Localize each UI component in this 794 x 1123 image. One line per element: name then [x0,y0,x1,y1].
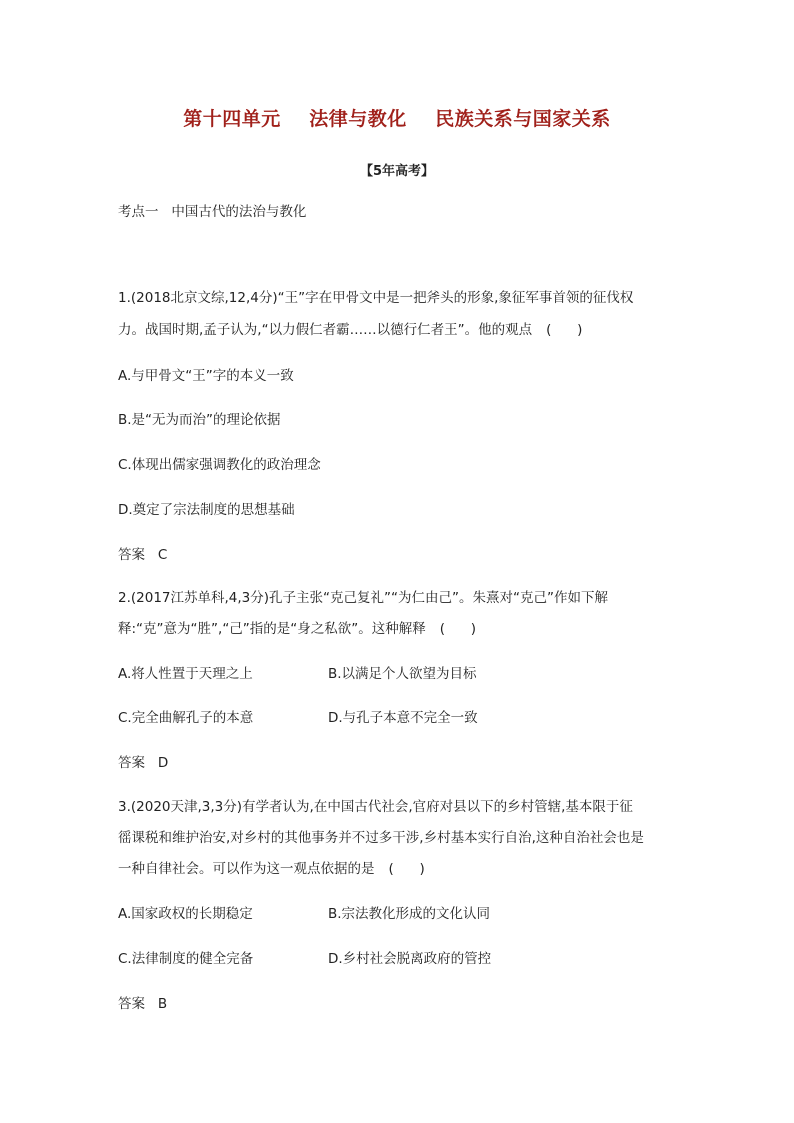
question-1-option-b: B.是“无为而治”的理论依据 [118,412,281,428]
question-3-line-3-text: 一种自律社会。可以作为这一观点依据的是 [118,861,375,877]
question-2-option-b: B.以满足个人欲望为目标 [328,666,477,682]
question-1-line-2 [118,320,582,340]
question-1-option-d: D.奠定了宗法制度的思想基础 [118,502,295,518]
question-3-option-d: D.乡村社会脱离政府的管控 [328,951,492,967]
question-2-line-2 [118,619,476,639]
question-1-line-2-text: 力。战国时期,孟子认为,“以力假仁者霸……以德行仁者王”。他的观点 [118,322,533,338]
answer-paren: ( ) [439,621,477,637]
question-2-option-a: A.将人性置于天理之上 [118,666,253,682]
section-subtitle: 【5年高考】 [359,164,435,179]
question-3-line-2: 徭课税和维护治安,对乡村的其他事务并不过多干涉,乡村基本实行自治,这种自治社会也是 [118,830,644,846]
question-2-line-2-text: 释:“克”意为“胜”,“己”指的是“身之私欲”。这种解释 [118,621,426,637]
question-1-option-c: C.体现出儒家强调教化的政治理念 [118,457,321,473]
answer-paren: ( ) [388,861,425,877]
question-2-option-c: C.完全曲解孔子的本意 [118,710,254,726]
answer-paren: ( ) [546,322,583,338]
question-3-option-c: C.法律制度的健全完备 [118,951,254,967]
topic-heading: 考点一 中国古代的法治与教化 [118,204,307,220]
question-2-option-d: D.与孔子本意不完全一致 [328,710,478,726]
question-1-line-1: 1.(2018北京文综,12,4分)“王”字在甲骨文中是一把斧头的形象,象征军事首领的征伐权 [118,290,634,306]
question-3-option-a: A.国家政权的长期稳定 [118,906,253,922]
question-1-answer: 答案 C [118,547,168,563]
question-2-answer: 答案 D [118,755,169,771]
question-3-option-b: B.宗法教化形成的文化认同 [328,906,491,922]
question-3-line-1: 3.(2020天津,3,3分)有学者认为,在中国古代社会,官府对县以下的乡村管辖,基本限于征 [118,799,633,815]
question-3-answer: 答案 B [118,996,168,1012]
unit-title: 第十四单元 法律与教化 民族关系与国家关系 [183,108,611,130]
question-1-option-a: A.与甲骨文“王”字的本义一致 [118,368,294,384]
question-2-line-1: 2.(2017江苏单科,4,3分)孔子主张“克己复礼”“为仁由己”。朱熹对“克己”作如下解 [118,590,608,606]
question-3-line-3 [118,859,425,879]
